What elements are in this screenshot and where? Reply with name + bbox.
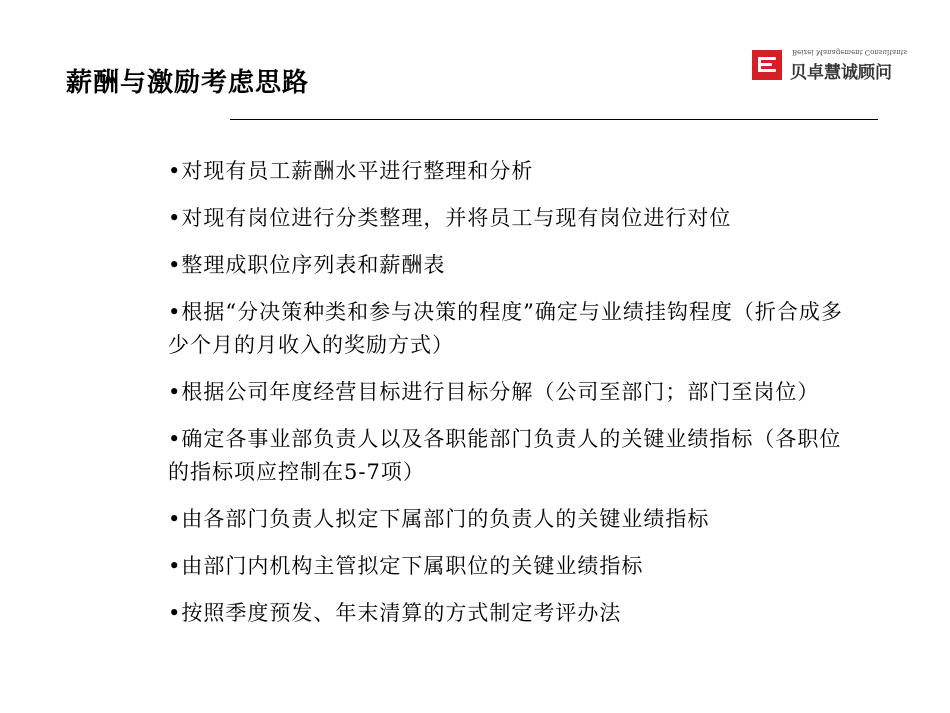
list-item: •由各部门负责人拟定下属部门的负责人的关键业绩指标 <box>168 507 710 531</box>
list-item: •由部门内机构主管拟定下属职位的关键业绩指标 <box>168 554 644 578</box>
list-item: •确定各事业部负责人以及各职能部门负责人的关键业绩指标（各职位的指标项应控制在5-7项） <box>168 427 842 484</box>
logo-mark-icon <box>752 50 782 80</box>
list-item: •对现有员工薪酬水平进行整理和分析 <box>168 159 534 183</box>
page-title: 薪酬与激励考虑思路 <box>66 68 310 98</box>
bullet-list <box>168 155 848 644</box>
company-logo <box>752 48 908 83</box>
logo-english-text: Beizel Management Consultants <box>792 48 908 56</box>
title-divider <box>230 119 878 120</box>
list-item: •根据公司年度经营目标进行目标分解（公司至部门；部门至岗位） <box>168 380 820 404</box>
list-item: •按照季度预发、年末清算的方式制定考评办法 <box>168 601 622 625</box>
list-item: •整理成职位序列表和薪酬表 <box>168 253 446 277</box>
list-item: •对现有岗位进行分类整理，并将员工与现有岗位进行对位 <box>168 206 732 230</box>
list-item: •根据“分决策种类和参与决策的程度”确定与业绩挂钩程度（折合成多少个月的月收入的奖励方式） <box>168 300 843 357</box>
logo-chinese-text: 贝卓慧诚顾问 <box>790 63 892 83</box>
